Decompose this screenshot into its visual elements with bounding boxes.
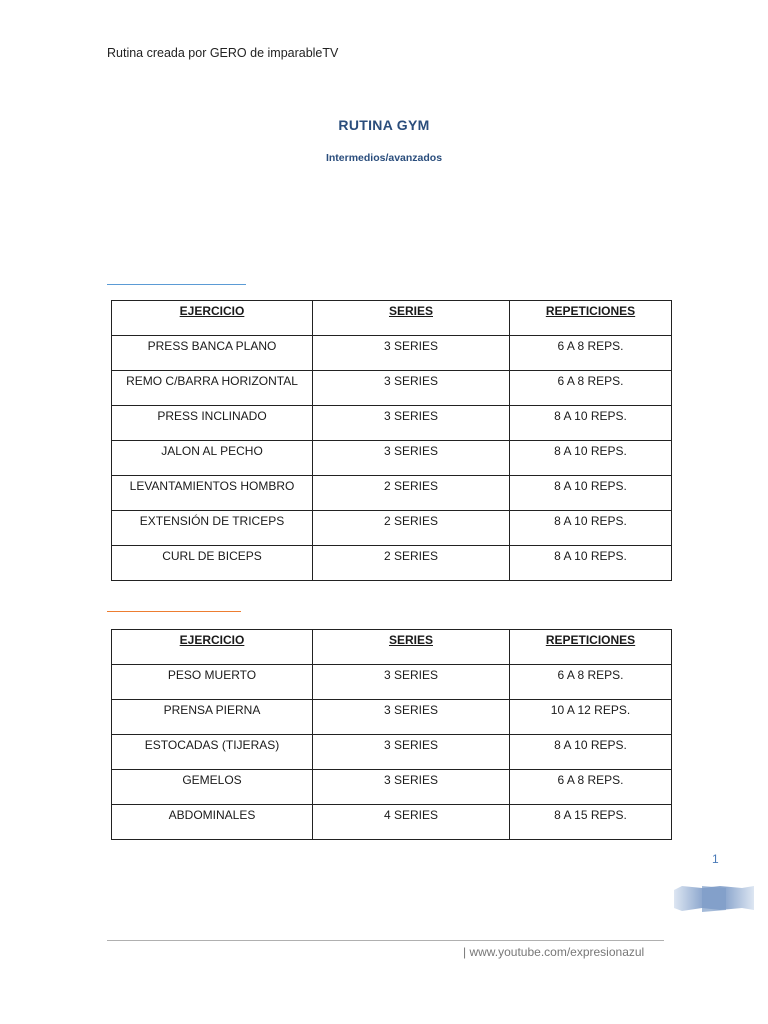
series-cell: 3 SERIES xyxy=(313,735,510,770)
table-row xyxy=(112,770,672,805)
exercise-cell: JALON AL PECHO xyxy=(112,441,313,476)
series-cell: 2 SERIES xyxy=(313,546,510,581)
table-row xyxy=(112,700,672,735)
exercise-cell: ABDOMINALES xyxy=(112,805,313,840)
table-row xyxy=(112,665,672,700)
exercise-cell: REMO C/BARRA HORIZONTAL xyxy=(112,371,313,406)
table-row xyxy=(112,476,672,511)
footer-link-text: | www.youtube.com/expresionazul xyxy=(463,945,645,959)
series-cell: 2 SERIES xyxy=(313,511,510,546)
reps-cell: 8 A 15 REPS. xyxy=(510,805,672,840)
series-cell: 3 SERIES xyxy=(313,406,510,441)
reps-cell: 6 A 8 REPS. xyxy=(510,770,672,805)
document-subtitle: Intermedios/avanzados xyxy=(325,152,443,164)
table-row xyxy=(112,371,672,406)
exercise-cell: CURL DE BICEPS xyxy=(112,546,313,581)
table-row xyxy=(112,441,672,476)
section-rule-blue xyxy=(107,284,246,285)
footer-divider xyxy=(107,940,664,941)
table-header-row xyxy=(112,301,672,336)
exercise-cell: GEMELOS xyxy=(112,770,313,805)
reps-cell: 10 A 12 REPS. xyxy=(510,700,672,735)
reps-cell: 6 A 8 REPS. xyxy=(510,665,672,700)
series-cell: 4 SERIES xyxy=(313,805,510,840)
reps-cell: 8 A 10 REPS. xyxy=(510,511,672,546)
column-header-exercise: EJERCICIO xyxy=(112,301,313,336)
series-cell: 3 SERIES xyxy=(313,371,510,406)
exercise-cell: LEVANTAMIENTOS HOMBRO xyxy=(112,476,313,511)
reps-cell: 8 A 10 REPS. xyxy=(510,406,672,441)
series-cell: 2 SERIES xyxy=(313,476,510,511)
table-header-row xyxy=(112,630,672,665)
reps-cell: 6 A 8 REPS. xyxy=(510,336,672,371)
column-header-reps: REPETICIONES xyxy=(510,630,672,665)
reps-cell: 8 A 10 REPS. xyxy=(510,441,672,476)
page-number: 1 xyxy=(712,852,719,866)
column-header-exercise: EJERCICIO xyxy=(112,630,313,665)
series-cell: 3 SERIES xyxy=(313,441,510,476)
column-header-reps: REPETICIONES xyxy=(510,301,672,336)
page-header-text: Rutina creada por GERO de imparableTV xyxy=(107,46,339,60)
exercise-cell: PRENSA PIERNA xyxy=(112,700,313,735)
reps-cell: 8 A 10 REPS. xyxy=(510,546,672,581)
document-title: RUTINA GYM xyxy=(338,117,430,133)
series-cell: 3 SERIES xyxy=(313,665,510,700)
table-row xyxy=(112,406,672,441)
column-header-series: SERIES xyxy=(313,630,510,665)
column-header-series: SERIES xyxy=(313,301,510,336)
reps-cell: 6 A 8 REPS. xyxy=(510,371,672,406)
exercise-cell: PESO MUERTO xyxy=(112,665,313,700)
exercise-cell: PRESS INCLINADO xyxy=(112,406,313,441)
series-cell: 3 SERIES xyxy=(313,770,510,805)
series-cell: 3 SERIES xyxy=(313,336,510,371)
exercise-cell: ESTOCADAS (TIJERAS) xyxy=(112,735,313,770)
series-cell: 3 SERIES xyxy=(313,700,510,735)
reps-cell: 8 A 10 REPS. xyxy=(510,476,672,511)
exercise-cell: PRESS BANCA PLANO xyxy=(112,336,313,371)
table-row xyxy=(112,336,672,371)
routine-table-upper xyxy=(111,300,672,581)
reps-cell: 8 A 10 REPS. xyxy=(510,735,672,770)
table-row xyxy=(112,546,672,581)
routine-table-lower xyxy=(111,629,672,840)
table-row xyxy=(112,805,672,840)
table-row xyxy=(112,735,672,770)
page-ribbon-decoration xyxy=(672,884,756,914)
table-row xyxy=(112,511,672,546)
exercise-cell: EXTENSIÓN DE TRICEPS xyxy=(112,511,313,546)
section-rule-orange xyxy=(107,611,241,612)
